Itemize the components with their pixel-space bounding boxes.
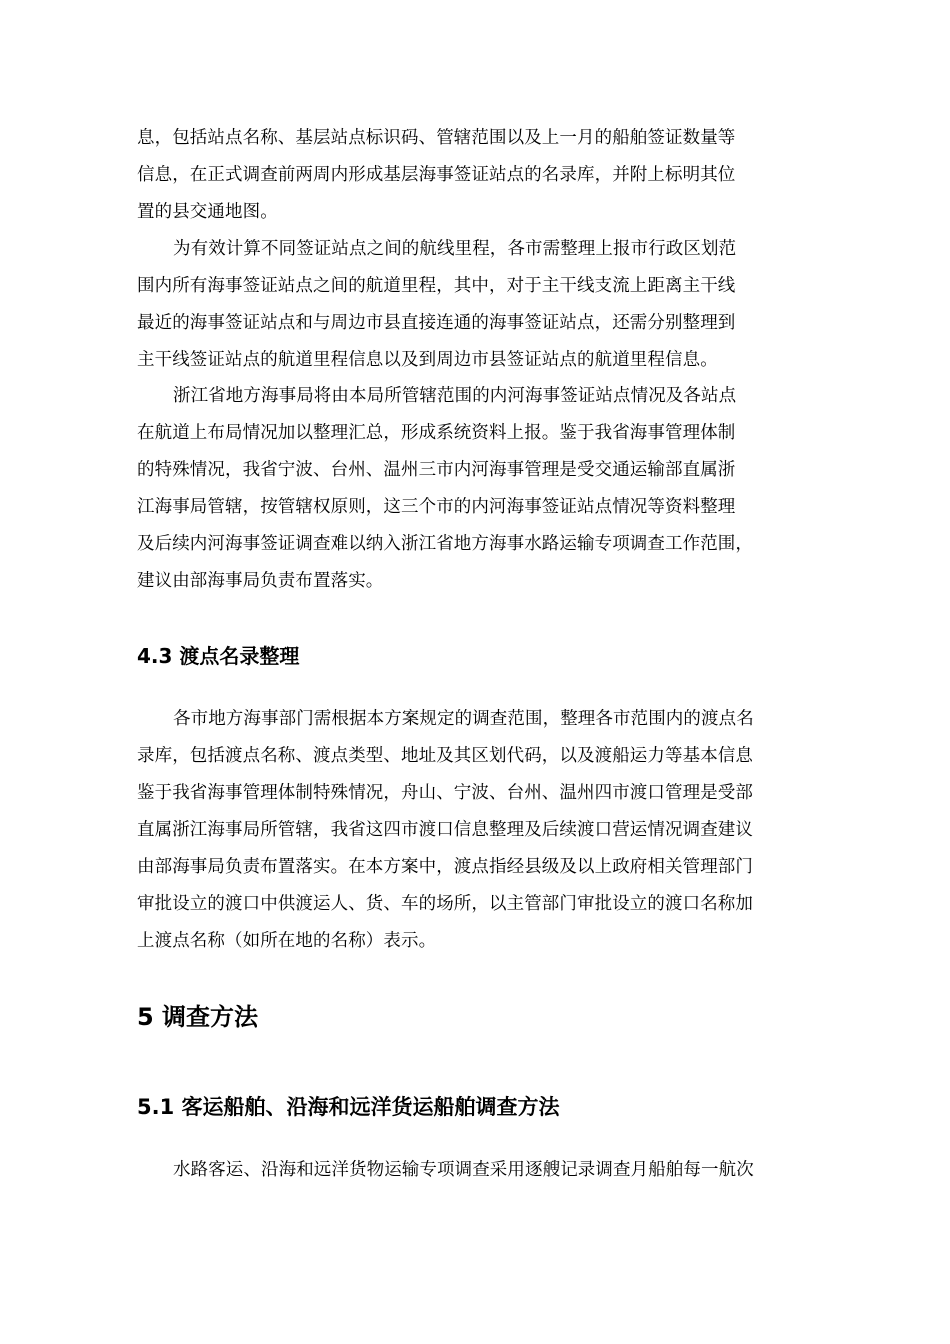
section-4-3-line-2: 录库，包括渡点名称、渡点类型、地址及其区划代码，以及渡船运力等基本信息	[137, 746, 753, 766]
paragraph-3-line-4: 江海事局管辖，按管辖权原则，这三个市的内河海事签证站点情况等资料整理	[137, 497, 736, 517]
section-4-3-line-7: 上渡点名称（如所在地的名称）表示。	[137, 931, 437, 951]
paragraph-1-line-3: 置的县交通地图。	[137, 202, 278, 222]
paragraph-3-line-2: 在航道上布局情况加以整理汇总，形成系统资料上报。鉴于我省海事管理体制	[137, 423, 736, 443]
section-5-1-heading: 5.1 客运船舶、沿海和远洋货运船舶调查方法	[137, 1095, 560, 1119]
section-4-3-line-6: 审批设立的渡口中供渡运人、货、车的场所，以主管部门审批设立的渡口名称加	[137, 894, 753, 914]
section-5-1-line-1: 水路客运、沿海和远洋货物运输专项调查采用逐艘记录调查月船舶每一航次	[173, 1160, 754, 1180]
section-4-3-line-4: 直属浙江海事局所管辖，我省这四市渡口信息整理及后续渡口营运情况调查建议	[137, 820, 753, 840]
paragraph-3-line-5: 及后续内河海事签证调查难以纳入浙江省地方海事水路运输专项调查工作范围，	[137, 534, 753, 554]
section-4-3-line-3: 鉴于我省海事管理体制特殊情况，舟山、宁波、台州、温州四市渡口管理是受部	[137, 783, 753, 803]
paragraph-1-line-1: 息，包括站点名称、基层站点标识码、管辖范围以及上一月的船舶签证数量等	[137, 128, 736, 148]
paragraph-2-line-1: 为有效计算不同签证站点之间的航线里程，各市需整理上报市行政区划范	[173, 239, 737, 259]
paragraph-3-line-1: 浙江省地方海事局将由本局所管辖范围的内河海事签证站点情况及各站点	[173, 386, 737, 406]
paragraph-2-line-4: 主干线签证站点的航道里程信息以及到周边市县签证站点的航道里程信息。	[137, 350, 718, 370]
paragraph-2-line-3: 最近的海事签证站点和与周边市县直接连通的海事签证站点，还需分别整理到	[137, 313, 736, 333]
paragraph-1-line-2: 信息，在正式调查前两周内形成基层海事签证站点的名录库，并附上标明其位	[137, 165, 736, 185]
paragraph-3-line-3: 的特殊情况，我省宁波、台州、温州三市内河海事管理是受交通运输部直属浙	[137, 460, 736, 480]
section-5-heading: 5 调查方法	[137, 1003, 259, 1031]
section-4-3-line-5: 由部海事局负责布置落实。在本方案中，渡点指经县级及以上政府相关管理部门	[137, 857, 753, 877]
section-4-3-heading: 4.3 渡点名录整理	[137, 644, 300, 668]
paragraph-3-line-6: 建议由部海事局负责布置落实。	[137, 571, 384, 591]
section-4-3-line-1: 各市地方海事部门需根据本方案规定的调查范围，整理各市范围内的渡点名	[173, 709, 754, 729]
paragraph-2-line-2: 围内所有海事签证站点之间的航道里程，其中，对于主干线支流上距离主干线	[137, 276, 736, 296]
